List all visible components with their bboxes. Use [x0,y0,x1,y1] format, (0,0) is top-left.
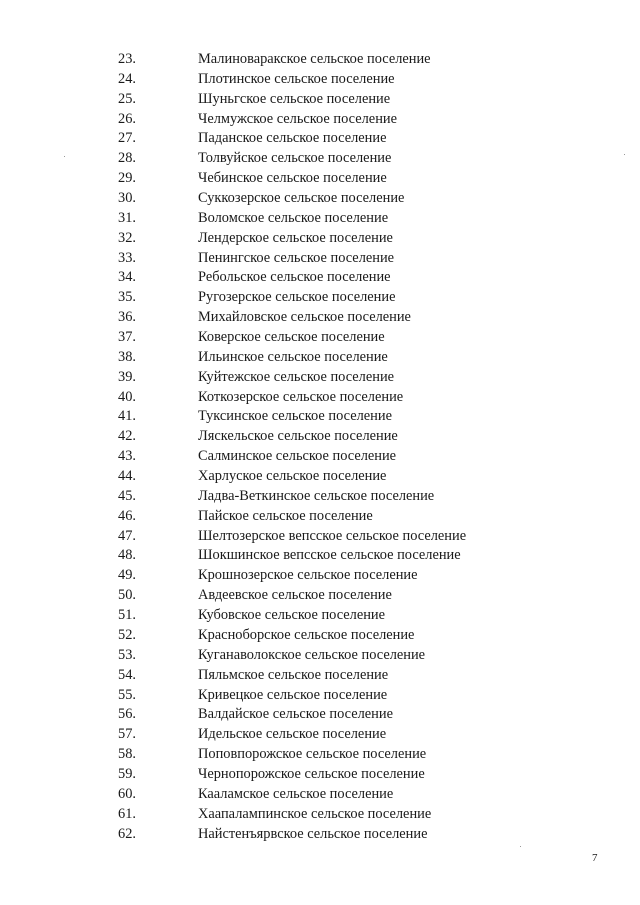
item-number: 50. [118,587,136,604]
settlement-name: Шуньгское сельское поселение [198,90,391,107]
item-number: 46. [118,507,136,524]
list-item [0,546,640,566]
list-item [0,209,640,229]
settlement-name: Ладва-Веткинское сельское поселение [198,487,435,504]
settlement-name: Салминское сельское поселение [198,448,397,465]
settlement-name: Куйтежское сельское поселение [198,368,395,385]
list-item [0,566,640,586]
settlement-name: Шелтозерское вепсское сельское поселение [198,527,467,544]
list-item [0,90,640,110]
settlement-name: Валдайское сельское поселение [198,706,393,723]
item-number: 36. [118,309,136,326]
item-number: 29. [118,170,136,187]
list-item [0,507,640,527]
list-item [0,189,640,209]
item-number: 56. [118,706,136,723]
settlement-name: Коткозерское сельское поселение [198,388,404,405]
list-item [0,765,640,785]
settlement-name: Ляскельское сельское поселение [198,428,398,445]
settlement-name: Чернопорожское сельское поселение [198,765,425,782]
list-item [0,805,640,825]
item-number: 32. [118,229,136,246]
list-item [0,110,640,130]
settlement-name: Пайское сельское поселение [198,507,373,524]
list-item [0,70,640,90]
item-number: 26. [118,110,136,127]
settlement-name: Идельское сельское поселение [198,726,387,743]
settlement-name: Челмужское сельское поселение [198,110,397,127]
scan-speck [624,154,625,155]
list-item [0,288,640,308]
list-item [0,427,640,447]
item-number: 42. [118,428,136,445]
settlement-name: Найстенъярвское сельское поселение [198,825,428,842]
settlement-name: Пяльмское сельское поселение [198,666,389,683]
list-item [0,745,640,765]
settlement-name: Поповпорожское сельское поселение [198,746,427,763]
settlement-name: Кааламское сельское поселение [198,785,394,802]
list-item [0,725,640,745]
settlement-name: Воломское сельское поселение [198,209,389,226]
list-item [0,249,640,269]
list-item [0,606,640,626]
list-item [0,308,640,328]
item-number: 39. [118,368,136,385]
list-item [0,666,640,686]
item-number: 34. [118,269,136,286]
settlement-name: Михайловское сельское поселение [198,309,411,326]
item-number: 38. [118,348,136,365]
settlement-name: Красноборское сельское поселение [198,626,415,643]
item-number: 59. [118,765,136,782]
list-item [0,825,640,845]
list-item [0,149,640,169]
settlement-list [0,50,640,844]
item-number: 48. [118,547,136,564]
item-number: 45. [118,487,136,504]
list-item [0,268,640,288]
settlement-name: Чебинское сельское поселение [198,170,387,187]
item-number: 62. [118,825,136,842]
list-item [0,626,640,646]
list-item [0,785,640,805]
page-number: 7 [592,852,598,864]
item-number: 47. [118,527,136,544]
settlement-name: Толвуйское сельское поселение [198,150,392,167]
settlement-name: Хаапалампинское сельское поселение [198,805,432,822]
item-number: 53. [118,646,136,663]
settlement-name: Коверское сельское поселение [198,329,385,346]
list-item [0,686,640,706]
settlement-name: Ильинское сельское поселение [198,348,388,365]
settlement-name: Туксинское сельское поселение [198,408,392,425]
list-item [0,368,640,388]
item-number: 58. [118,746,136,763]
item-number: 43. [118,448,136,465]
item-number: 44. [118,468,136,485]
item-number: 37. [118,329,136,346]
list-item [0,169,640,189]
settlement-name: Малиноваракское сельское поселение [198,51,431,67]
item-number: 35. [118,289,136,306]
settlement-name: Лендерское сельское поселение [198,229,393,246]
list-item [0,50,640,70]
scan-speck [64,156,65,157]
scan-speck [520,846,521,847]
item-number: 24. [118,70,136,87]
list-item [0,407,640,427]
item-number: 41. [118,408,136,425]
item-number: 28. [118,150,136,167]
settlement-name: Пенингское сельское поселение [198,249,395,266]
list-item [0,527,640,547]
list-item [0,586,640,606]
item-number: 25. [118,90,136,107]
list-item [0,388,640,408]
list-item [0,328,640,348]
settlement-name: Кубовское сельское поселение [198,607,386,624]
item-number: 52. [118,626,136,643]
item-number: 51. [118,607,136,624]
settlement-name: Кривецкое сельское поселение [198,686,388,703]
item-number: 57. [118,726,136,743]
settlement-name: Авдеевское сельское поселение [198,587,392,604]
list-item [0,229,640,249]
settlement-name: Ребольское сельское поселение [198,269,391,286]
item-number: 55. [118,686,136,703]
item-number: 27. [118,130,136,147]
settlement-name: Плотинское сельское поселение [198,70,395,87]
list-item [0,487,640,507]
item-number: 40. [118,388,136,405]
settlement-name: Крошнозерское сельское поселение [198,567,418,584]
item-number: 31. [118,209,136,226]
list-item [0,646,640,666]
list-item [0,705,640,725]
list-item [0,129,640,149]
list-item [0,467,640,487]
settlement-name: Ругозерское сельское поселение [198,289,396,306]
item-number: 61. [118,805,136,822]
item-number: 33. [118,249,136,266]
list-item [0,447,640,467]
item-number: 60. [118,785,136,802]
item-number: 54. [118,666,136,683]
settlement-name: Харлуское сельское поселение [198,468,387,485]
item-number: 23. [118,51,136,67]
item-number: 49. [118,567,136,584]
settlement-name: Куганаволокское сельское поселение [198,646,426,663]
settlement-name: Суккозерское сельское поселение [198,190,405,207]
settlement-name: Паданское сельское поселение [198,130,387,147]
list-item [0,348,640,368]
item-number: 30. [118,190,136,207]
settlement-name: Шокшинское вепсское сельское поселение [198,547,461,564]
